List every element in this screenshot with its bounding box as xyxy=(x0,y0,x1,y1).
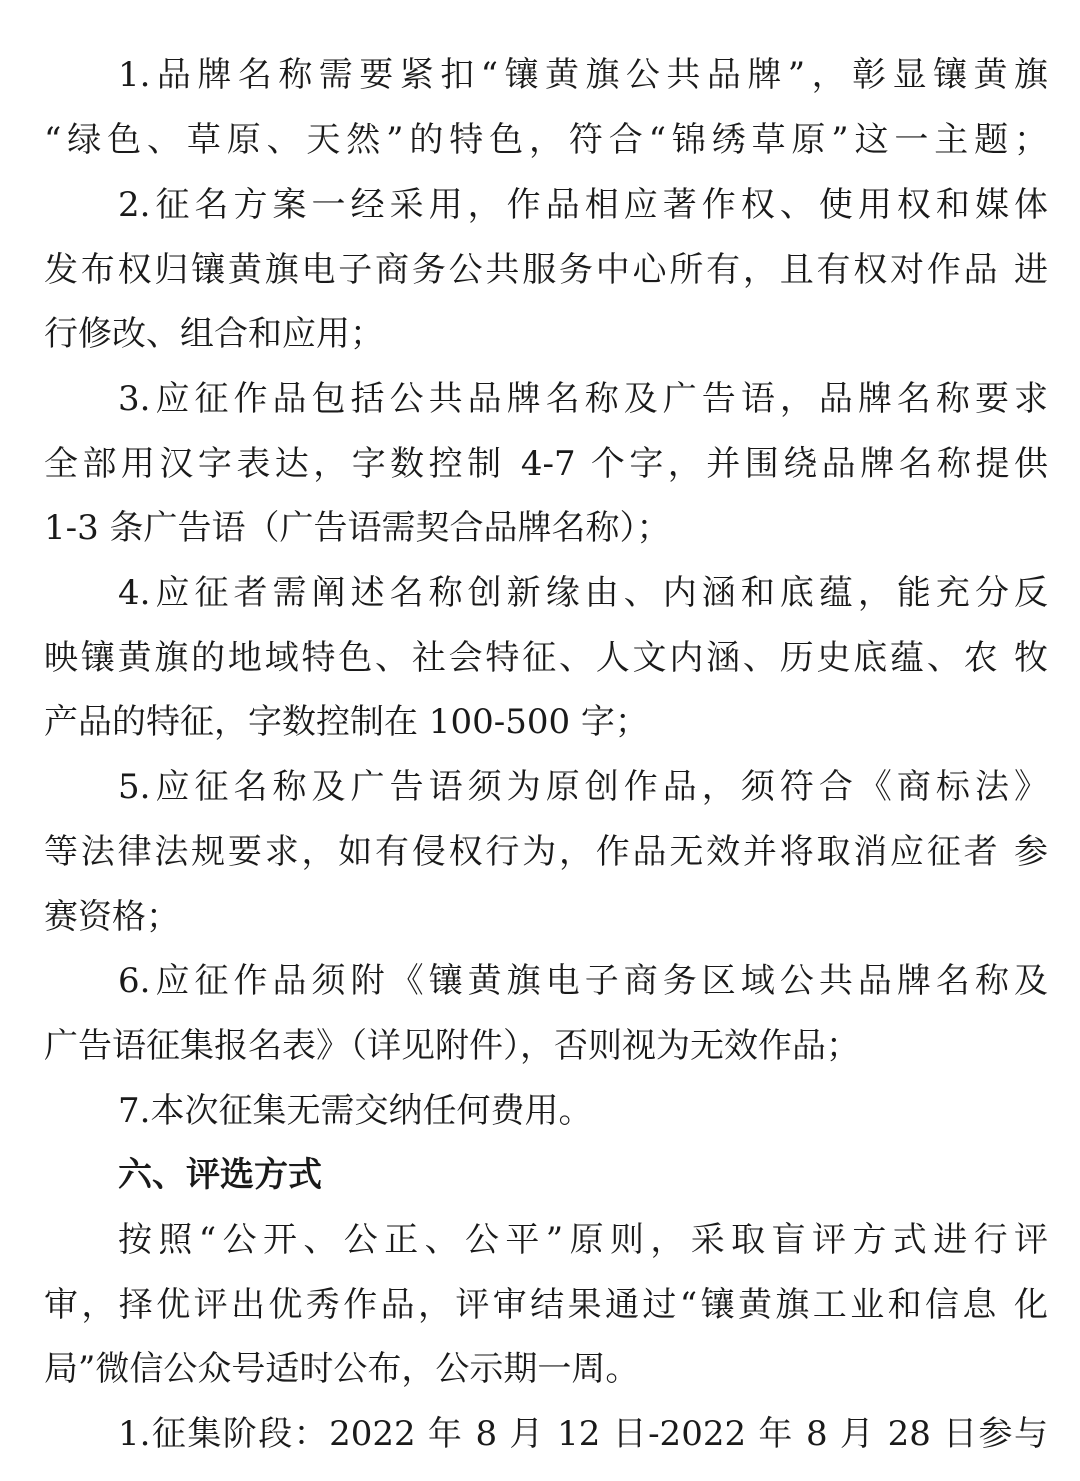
text-line: “绿色、草原、天然”的特色，符合“锦绣草原”这一主题； xyxy=(44,120,1048,160)
text-line: 等法律法规要求，如有侵权行为，作品无效并将取消应征者 参 xyxy=(44,832,1048,872)
text-line: 审，择优评出优秀作品，评审结果通过“镶黄旗工业和信息 化 xyxy=(44,1285,1048,1325)
text-line: 产品的特征，字数控制在 100-500 字； xyxy=(44,702,649,742)
text-line: 映镶黄旗的地域特色、社会特征、人文内涵、历史底蕴、农 牧 xyxy=(44,638,1048,678)
text-line: 5.应征名称及广告语须为原创作品，须符合《商标法》 xyxy=(118,767,1048,807)
text-line: 3.应征作品包括公共品牌名称及广告语，品牌名称要求 xyxy=(118,379,1048,419)
text-line: 行修改、组合和应用； xyxy=(44,314,384,354)
text-line: 7.本次征集无需交纳任何费用。 xyxy=(118,1091,593,1131)
text-line: 赛资格； xyxy=(44,897,180,937)
text-line: 4.应征者需阐述名称创新缘由、内涵和底蕴，能充分反 xyxy=(118,573,1048,613)
text-line: 1-3 条广告语（广告语需契合品牌名称）； xyxy=(44,508,671,548)
text-line: 6.应征作品须附《镶黄旗电子商务区域公共品牌名称及 xyxy=(118,961,1048,1001)
text-line: 局”微信公众号适时公布，公示期一周。 xyxy=(44,1349,640,1389)
text-line: 1.品牌名称需要紧扣“镶黄旗公共品牌”，彰显镶黄旗 xyxy=(118,55,1048,95)
text-line: 按照“公开、公正、公平”原则，采取盲评方式进行评 xyxy=(118,1220,1048,1260)
text-line: 全部用汉字表达，字数控制 4-7 个字，并围绕品牌名称提供 xyxy=(44,444,1048,484)
text-line: 发布权归镶黄旗电子商务公共服务中心所有，且有权对作品 进 xyxy=(44,250,1048,290)
text-line: 广告语征集报名表》（详见附件），否则视为无效作品； xyxy=(44,1026,860,1066)
section-heading: 六、评选方式 xyxy=(118,1155,322,1195)
text-line: 2.征名方案一经采用，作品相应著作权、使用权和媒体 xyxy=(118,185,1048,225)
text-line: 1.征集阶段：2022 年 8 月 12 日-2022 年 8 月 28 日参与 xyxy=(118,1414,1048,1454)
